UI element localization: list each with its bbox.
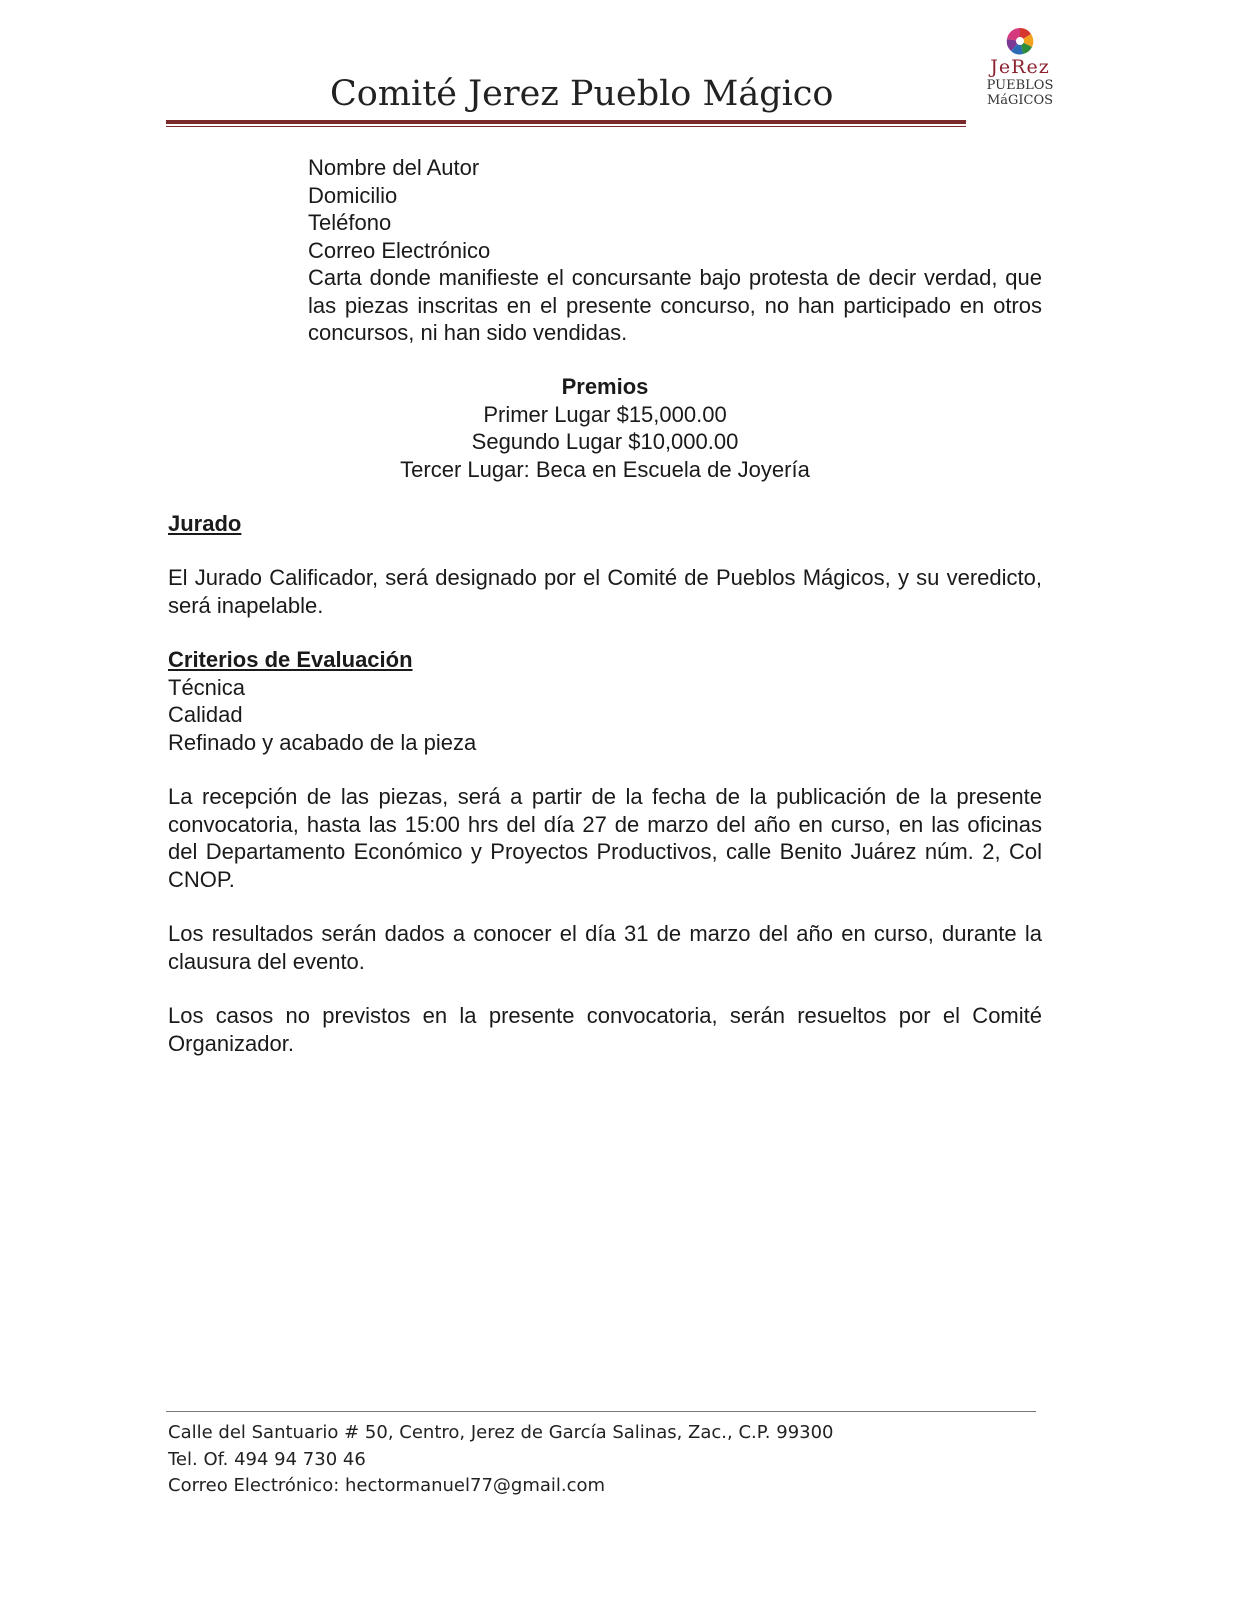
results-paragraph: Los resultados serán dados a conocer el día 31 de marzo del año en curso, durante la clausura del evento. xyxy=(168,921,1042,974)
list-item: Domicilio xyxy=(308,182,398,208)
criteria-item: Técnica xyxy=(168,674,246,700)
pinwheel-icon xyxy=(970,26,1070,56)
footer-divider xyxy=(166,1411,1036,1412)
footer-phone: Tel. Of. 494 94 730 46 xyxy=(168,1448,366,1470)
logo-jerez-text: JeRez xyxy=(990,56,1050,78)
pueblos-magicos-logo xyxy=(970,26,1070,116)
criteria-item: Refinado y acabado de la pieza xyxy=(168,729,477,755)
list-item: Nombre del Autor xyxy=(308,155,480,180)
jury-section xyxy=(168,510,1042,538)
declaration-paragraph: Carta donde manifieste el concursante bajo protesta de decir verdad, que las piezas inscritas en el presente concurso, no han participado en otros concursos, ni han sido vendidas. xyxy=(308,265,1042,345)
reception-paragraph: La recepción de las piezas, será a partir de la fecha de la publicación de la presente convocatoria, hasta las 15:00 hrs del día 27 de marzo del año en curso, en las oficinas del Departamento Económico y Proyectos Productivos, calle Benito Juárez núm. 2, Col CNOP. xyxy=(168,784,1042,892)
footer-email: Correo Electrónico: hectormanuel77@gmail.com xyxy=(168,1475,606,1496)
jury-heading: Jurado xyxy=(168,511,242,536)
criteria-heading: Criterios de Evaluación xyxy=(168,647,413,672)
footer-address: Calle del Santuario # 50, Centro, Jerez de García Salinas, Zac., C.P. 99300 xyxy=(168,1422,834,1443)
jury-paragraph: El Jurado Calificador, será designado por el Comité de Pueblos Mágicos, y su veredicto, será inapelable. xyxy=(168,565,1042,618)
header-divider-thin xyxy=(166,126,966,127)
criteria-section xyxy=(168,646,1042,756)
footer xyxy=(168,1420,834,1500)
list-item: Teléfono xyxy=(308,210,392,235)
logo-line-pueblos: PUEBLOS xyxy=(986,78,1054,93)
criteria-item: Calidad xyxy=(168,702,243,727)
logo-pueblos-text xyxy=(970,78,1070,108)
list-item: Correo Electrónico xyxy=(308,237,491,263)
prizes-section xyxy=(305,373,905,483)
prize-item: Tercer Lugar: Beca en Escuela de Joyería xyxy=(400,456,810,482)
header-divider xyxy=(166,120,966,124)
logo-line-magicos: MáGICOS xyxy=(986,93,1054,108)
prizes-heading: Premios xyxy=(561,374,649,399)
unforeseen-paragraph: Los casos no previstos en la presente convocatoria, serán resueltos por el Comité Organizador. xyxy=(168,1003,1042,1056)
prize-item: Primer Lugar $15,000.00 xyxy=(483,401,727,427)
page-title: Comité Jerez Pueblo Mágico xyxy=(330,74,834,114)
requirements-list xyxy=(308,154,1042,347)
prize-item: Segundo Lugar $10,000.00 xyxy=(471,429,739,454)
